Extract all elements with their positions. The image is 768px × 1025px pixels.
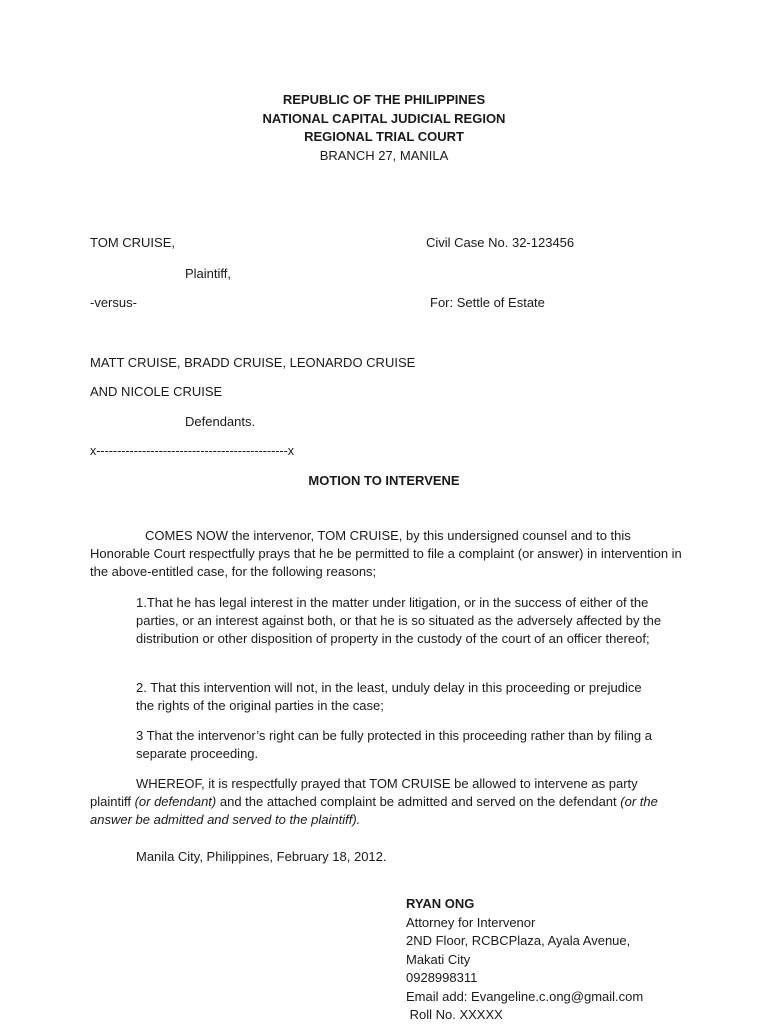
caption-separator: x----------------------------------------------x xyxy=(90,444,294,458)
prayer-italic-2: (or the answer be admitted and served to the plaintiff). xyxy=(90,794,658,827)
header-republic: REPUBLIC OF THE PHILIPPINES xyxy=(282,92,486,107)
defendants-names-line2: AND NICOLE CRUISE xyxy=(90,384,223,399)
counsel-address-line1: 2ND Floor, RCBCPlaza, Ayala Avenue, xyxy=(406,933,631,948)
intro-paragraph: COMES NOW the intervenor, TOM CRUISE, by this undersigned counsel and to this Honorable Court respectfully prays that he be permitted to file a complaint (or answer) in intervention in the above-entitled case, for the following reasons; xyxy=(90,528,682,579)
case-subject: For: Settle of Estate xyxy=(430,295,545,310)
versus-label: -versus- xyxy=(90,295,137,310)
counsel-title: Attorney for Intervenor xyxy=(406,914,536,930)
header-branch: BRANCH 27, MANILA xyxy=(319,147,449,163)
counsel-address-line2: Makati City xyxy=(406,951,471,967)
prayer-paragraph xyxy=(90,775,680,829)
counsel-roll-number: Roll No. XXXXX xyxy=(406,1007,503,1022)
reason-1: 1.That he has legal interest in the matter under litigation, or in the success of either of the parties, or an interest against both, or that he is so situated as the adversely affected by the distribution or other disposition of property in the custody of the court of an officer thereof; xyxy=(136,595,662,646)
prayer-italic-1: (or defendant) xyxy=(134,794,217,809)
plaintiff-role: Plaintiff, xyxy=(185,266,232,281)
case-number: Civil Case No. 32-123456 xyxy=(426,235,575,250)
prayer-text-2: and the attached complaint be admitted and served on the defendant xyxy=(216,794,621,809)
header-region: NATIONAL CAPITAL JUDICIAL REGION xyxy=(262,110,506,126)
place-and-date: Manila City, Philippines, February 18, 2012. xyxy=(136,849,387,864)
court-header xyxy=(0,91,768,165)
reason-3: 3 That the intervenor’s right can be fully protected in this proceeding rather than by filing a separate proceeding. xyxy=(136,728,652,761)
motion-title: MOTION TO INTERVENE xyxy=(308,473,460,488)
prayer-text-1: WHEREOF, it is respectfully prayed that TOM CRUISE be allowed to intervene as party plaintiff xyxy=(90,776,638,809)
defendants-names-line1: MATT CRUISE, BRADD CRUISE, LEONARDO CRUISE xyxy=(90,355,416,370)
counsel-phone: 0928998311 xyxy=(406,970,478,985)
counsel-name: RYAN ONG xyxy=(406,896,475,911)
defendants-role: Defendants. xyxy=(185,414,256,429)
counsel-email: Email add: Evangeline.c.ong@gmail.com xyxy=(406,988,644,1004)
plaintiff-name: TOM CRUISE, xyxy=(90,235,175,250)
signature-block xyxy=(406,895,643,1025)
header-court: REGIONAL TRIAL COURT xyxy=(304,129,464,144)
reason-2: 2. That this intervention will not, in the least, unduly delay in this proceeding or prejudice the rights of the original parties in the case; xyxy=(136,680,642,713)
